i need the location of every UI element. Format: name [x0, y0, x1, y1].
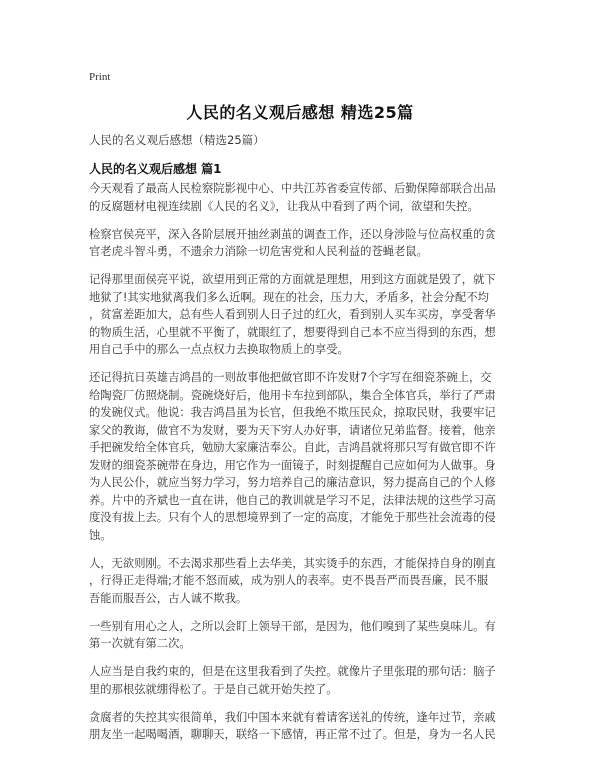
paragraph-line: 手把碗发给全体官兵，勉励大家廉洁奉公。自此，吉鸿昌就将那只写有做官即不许 [89, 441, 496, 454]
paragraph [89, 555, 513, 608]
paragraph-line: 一些别有用心之人，之所以会盯上领导干部，是因为，他们嗅到了某些臭味儿。有 [89, 619, 496, 633]
document-body [89, 180, 513, 754]
paragraph-line: 家父的教诲，做官不为发财，要为天下穷人办好事，请诸位兄弟监督。接着，他亲 [89, 423, 496, 437]
print-label[interactable]: Print [89, 71, 111, 83]
paragraph-line: 地狱了!其实地狱离我们多么近啊。现在的社会，压力大，矛盾多，社会分配不均 [89, 290, 489, 304]
paragraph-line: 里的那根弦就绷得松了。于是自己就开始失控了。 [89, 682, 338, 696]
paragraph-line: 记得那里面侯亮平说，欲望用到正常的方面就是理想，用到这方面就是毁了，就下 [89, 273, 496, 286]
paragraph [89, 180, 513, 215]
paragraph-line: 养。片中的齐斌也一直在讲，他自己的教训就是学习不足，法律法规的这些学习高 [89, 493, 496, 507]
document-subtitle: 人民的名义观后感想（精选25篇） [89, 133, 265, 147]
paragraph-line: 的物质生活，心里就不平衡了，就眼红了，想要得到自己本不应当得到的东西，想 [89, 325, 496, 339]
paragraph-line: 的发碗仪式。他说：我吉鸿昌虽为长官，但我绝不欺压民众，掠取民财，我要牢记 [89, 406, 496, 419]
paragraph [89, 663, 513, 698]
paragraph [89, 226, 513, 261]
paragraph [89, 618, 513, 653]
paragraph-line: 发财的细瓷茶碗带在身边，用它作为一面镜子，时刻提醒自己应如何为人做事。身 [89, 458, 496, 472]
paragraph-line: 给陶瓷厂仿照烧制。瓷碗烧好后，他用卡车拉到部队，集合全体官兵，举行了严肃 [89, 388, 496, 402]
paragraph-line: ，行得正走得端;才能不怒而威，成为别人的表率。吏不畏吾严而畏吾廉，民不服 [89, 574, 489, 587]
paragraph-line: 人应当是自我约束的，但是在这里我看到了失控。就像片子里张琨的那句话：脑子 [89, 665, 496, 678]
paragraph-line: 还记得抗日英雄吉鸿昌的一则故事他把做官即不许发财7个字写在细瓷茶碗上，交 [89, 371, 492, 384]
paragraph-line: 吾能而服吾公，古人诚不欺我。 [89, 591, 248, 605]
paragraph-line: ，贫富差距加大，总有些人看到别人日子过的红火，看到别人买车买房，享受奢华 [89, 308, 496, 321]
paragraph-line: 人，无欲则刚。不去渴求那些看上去华美，其实烫手的东西，才能保持自身的刚直 [89, 556, 496, 570]
paragraph-line: 度没有拔上去。只有个人的思想境界到了一定的高度，才能免于那些社会流毒的侵 [89, 511, 496, 524]
paragraph [89, 271, 513, 359]
paragraph [89, 709, 513, 744]
paragraph-line: 官老虎斗智斗勇，不遗余力消除一切危害党和人民利益的苍蝇老鼠。 [89, 245, 428, 258]
paragraph [89, 369, 513, 544]
page-title: 人民的名义观后感想 精选25篇 [186, 103, 414, 122]
paragraph-line: 用自己手中的那么一点点权力去换取物质上的享受。 [89, 343, 349, 356]
paragraph-line: 今天观看了最高人民检察院影视中心、中共江苏省委宣传部、后勤保障部联合出品 [89, 182, 496, 195]
paragraph-line: 朋友坐一起喝喝酒，聊聊天，联络一下感情，再正常不过了。但是，身为一名人民 [89, 728, 496, 741]
paragraph-line: 检察官侯亮平，深入各阶层展开抽丝剥茧的调查工作，还以身涉险与位高权重的贪 [89, 227, 496, 241]
paragraph-line: 蚀。 [89, 528, 112, 542]
paragraph-line: 第一次就有第二次。 [89, 637, 191, 650]
paragraph-line: 的反腐题材电视连续剧《人民的名义》，让我从中看到了两个词，欲望和失控。 [89, 199, 479, 213]
paragraph-line: 贪腐者的失控其实很简单，我们中国本来就有着请客送礼的传统，逢年过节，亲戚 [89, 710, 496, 724]
section-heading: 人民的名义观后感想 篇1 [89, 162, 222, 176]
paragraph-line: 为人民公仆，就应当努力学习，努力培养自己的廉洁意识，努力提高自己的个人修 [89, 476, 496, 489]
